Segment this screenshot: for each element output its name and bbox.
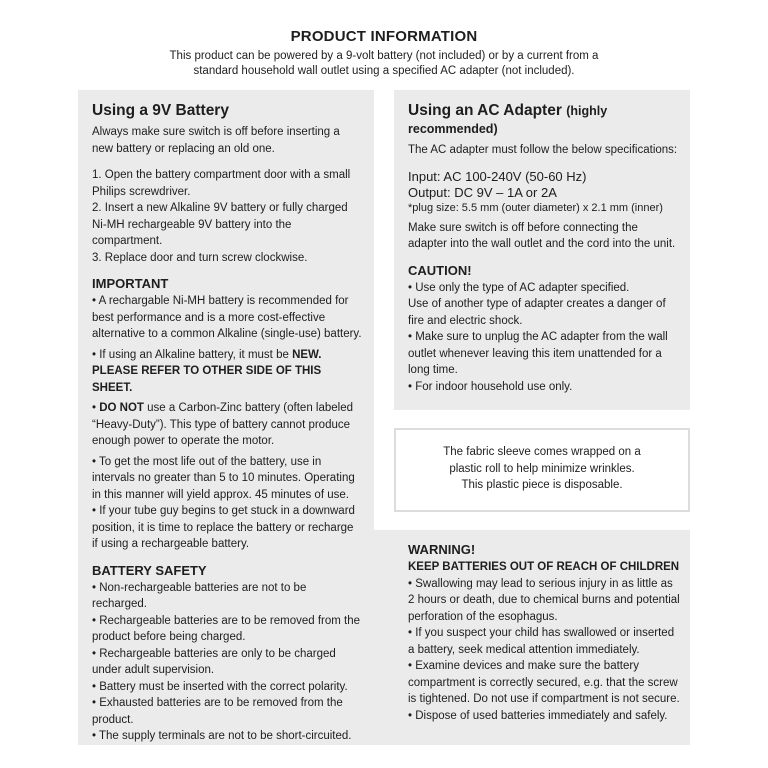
intro-line-2: standard household wall outlet using a specified AC adapter (not included).: [193, 65, 575, 77]
sleeve-line: plastic roll to help minimize wrinkles.: [449, 462, 635, 475]
warning-title: WARNING!: [408, 542, 476, 557]
battery-panel: [78, 90, 374, 745]
sleeve-line: The fabric sleeve comes wrapped on a: [443, 446, 641, 458]
safety-item: • Rechargeable batteries are to be removed from the product before being charged.: [92, 614, 361, 643]
page-title: PRODUCT INFORMATION: [290, 28, 478, 45]
important-item: • DO NOT use a Carbon-Zinc battery (often labeled “Heavy-Duty”). This type of battery cannot produce enough power to operate the motor.: [92, 402, 354, 447]
battery-step-1: 1. Open the battery compartment door with a small Philips screwdriver.: [92, 169, 351, 198]
caution-title: CAUTION!: [408, 262, 472, 278]
safety-item: • Rechargeable batteries are only to be charged under adult supervision.: [92, 647, 336, 676]
warning-item: • If you suspect your child has swallowed or inserted a battery, seek medical attention immediately.: [408, 627, 675, 656]
battery-title: Using a 9V Battery: [92, 102, 229, 119]
warning-subtitle: KEEP BATTERIES OUT OF REACH OF CHILDREN: [408, 561, 680, 573]
header: [0, 28, 768, 79]
important-item: • If your tube guy begins to get stuck in a downward position, it is time to replace the battery or recharge if using a rechargeable battery.: [92, 505, 355, 550]
caution-item: • Make sure to unplug the AC adapter from the wall outlet whenever leaving this item unattended for a long time.: [408, 331, 668, 376]
safety-item: • Battery must be inserted with the correct polarity.: [92, 680, 348, 693]
adapter-note: Make sure switch is off before connecting the adapter into the wall outlet and the cord into the unit.: [408, 221, 676, 250]
intro-line-1: This product can be powered by a 9-volt battery (not included) or by a current from a: [169, 50, 599, 62]
important-item: • If using an Alkaline battery, it must be NEW. PLEASE REFER TO OTHER SIDE OF THIS SHEET.: [92, 348, 322, 394]
important-item: • To get the most life out of the battery, use in intervals no greater than 5 to 10 minutes. Operating in this manner will yield approx. 45 minutes of use.: [92, 455, 355, 501]
caution-item: Use of another type of adapter creates a danger of fire and electric shock.: [408, 298, 666, 327]
adapter-plug-size: *plug size: 5.5 mm (outer diameter) x 2.1 mm (inner): [408, 201, 663, 214]
caution-item: • For indoor household use only.: [408, 380, 573, 393]
safety-title: BATTERY SAFETY: [92, 562, 207, 578]
battery-step-2: 2. Insert a new Alkaline 9V battery or fully charged Ni-MH rechargeable 9V battery into the compartment.: [92, 202, 348, 247]
battery-step-3: 3. Replace door and turn screw clockwise.: [92, 251, 308, 264]
adapter-panel: [394, 90, 690, 410]
sleeve-line: This plastic piece is disposable.: [461, 479, 623, 491]
warning-panel: [374, 530, 690, 745]
caution-item: • Use only the type of AC adapter specified.: [408, 281, 630, 294]
safety-item: • Exhausted batteries are to be removed from the product.: [92, 697, 343, 726]
warning-item: • Examine devices and make sure the battery compartment is correctly secured, e.g. that the screw is tightened. Do not use if compartment is not secure.: [408, 660, 680, 705]
adapter-intro: The AC adapter must follow the below specifications:: [408, 144, 678, 156]
adapter-output-spec: Output: DC 9V – 1A or 2A: [408, 184, 557, 200]
important-title: IMPORTANT: [92, 276, 169, 291]
sleeve-note: [394, 428, 690, 512]
warning-item: • Dispose of used batteries immediately and safely.: [408, 709, 668, 722]
adapter-input-spec: Input: AC 100-240V (50-60 Hz): [408, 168, 587, 184]
battery-intro: Always make sure switch is off before inserting a new battery or replacing an old one.: [92, 126, 340, 155]
important-item: • A rechargable Ni-MH battery is recommended for best performance and is a more cost-effective alternative to a common Alkaline (single-use) battery.: [92, 295, 362, 340]
adapter-title: Using an AC Adapter (highly recommended): [408, 102, 608, 136]
safety-item: • The supply terminals are not to be short-circuited.: [92, 730, 352, 742]
warning-item: • Swallowing may lead to serious injury in as little as 2 hours or death, due to chemical burns and potential perforation of the esophagus.: [408, 577, 680, 623]
safety-item: • Non-rechargeable batteries are not to be recharged.: [92, 581, 307, 610]
